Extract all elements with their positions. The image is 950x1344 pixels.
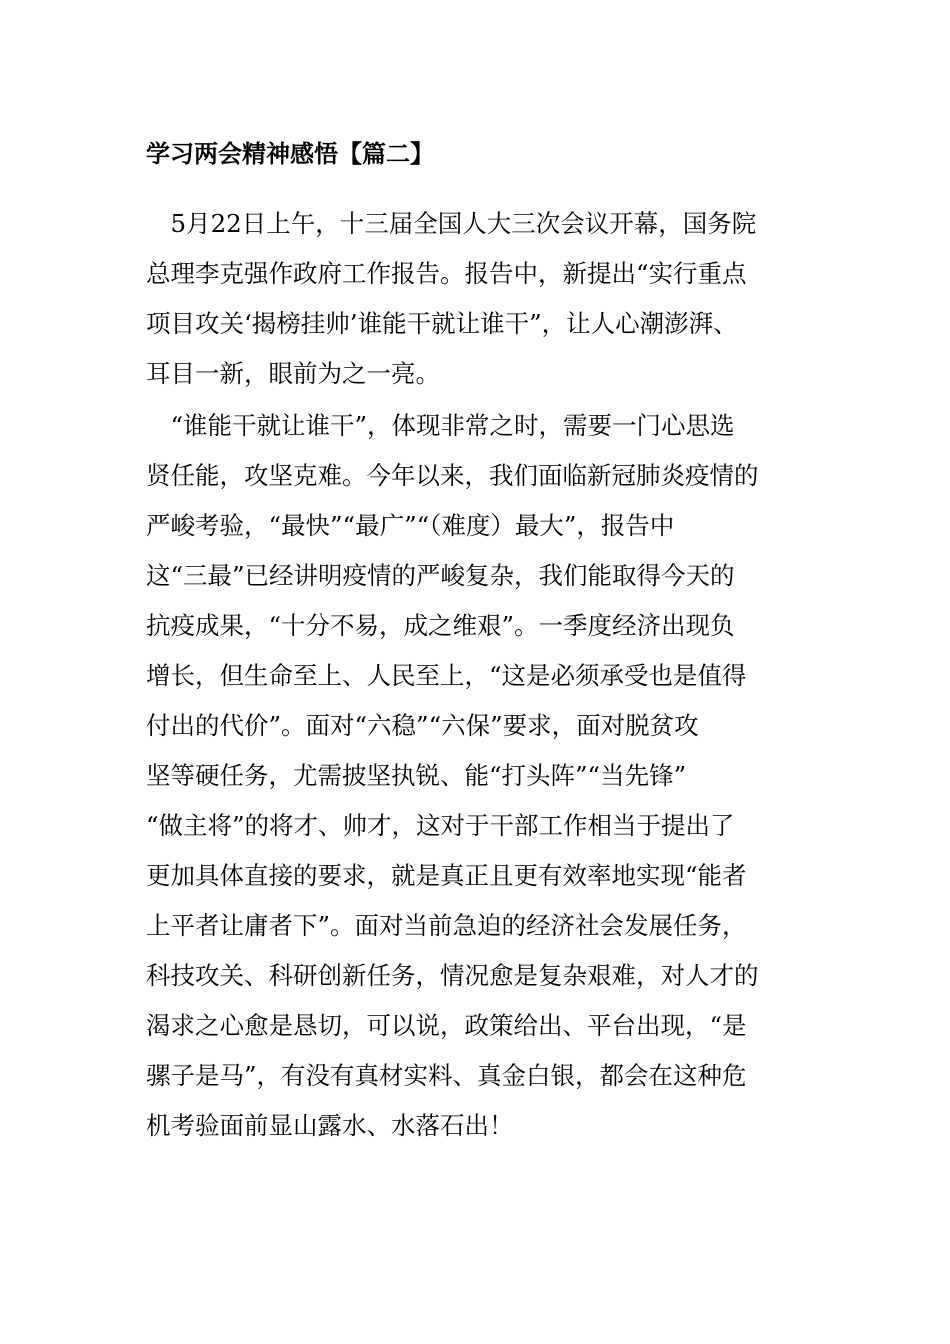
text-line: 项目攻关‘揭榜挂帅’谁能干就让谁干”，让人心潮澎湃、 [146, 309, 738, 338]
text-line: 机考验面前显山露水、水落石出！ [146, 1111, 514, 1140]
text-line: 上平者让庸者下”。面对当前急迫的经济社会发展任务， [146, 911, 747, 940]
text-line: 渴求之心愈是恳切，可以说，政策给出、平台出现，“是 [146, 1011, 747, 1040]
paragraph-1 [146, 199, 806, 399]
text-line: 坚等硬任务，尤需披坚执锐、能“打头阵”“当先锋” [146, 761, 687, 790]
text-line: 总理李克强作政府工作报告。报告中，新提出“实行重点 [146, 259, 747, 288]
text-line: 更加具体直接的要求，就是真正且更有效率地实现“能者 [146, 861, 747, 890]
document-title: 学习两会精神感悟【篇二】 [146, 140, 434, 168]
text-line: 付出的代价”。面对“六稳”“六保”要求，面对脱贫攻 [146, 711, 699, 740]
text-line: 5月22日上午，十三届全国人大三次会议开幕，国务院 [146, 209, 757, 238]
text-line: 骡子是马”，有没有真材实料、真金白银，都会在这种危 [146, 1061, 747, 1090]
text-line: 科技攻关、科研创新任务，情况愈是复杂艰难，对人才的 [146, 961, 759, 990]
text-line: “谁能干就让谁干”，体现非常之时，需要一门心思选 [146, 411, 735, 440]
text-line: 增长，但生命至上、人民至上，“这是必须承受也是值得 [146, 661, 747, 690]
text-line: 贤任能，攻坚克难。今年以来，我们面临新冠肺炎疫情的 [146, 461, 759, 490]
text-line: “做主将”的将才、帅才，这对于干部工作相当于提出了 [146, 811, 735, 840]
text-line: 耳目一新，眼前为之一亮。 [146, 359, 440, 388]
text-line: 抗疫成果，“十分不易，成之维艰”。一季度经济出现负 [146, 611, 735, 640]
text-line: 这“三最”已经讲明疫情的严峻复杂，我们能取得今天的 [146, 561, 735, 590]
text-line: 严峻考验，“最快”“最广”“（难度）最大”，报告中 [146, 511, 675, 540]
paragraph-2 [146, 401, 806, 1151]
